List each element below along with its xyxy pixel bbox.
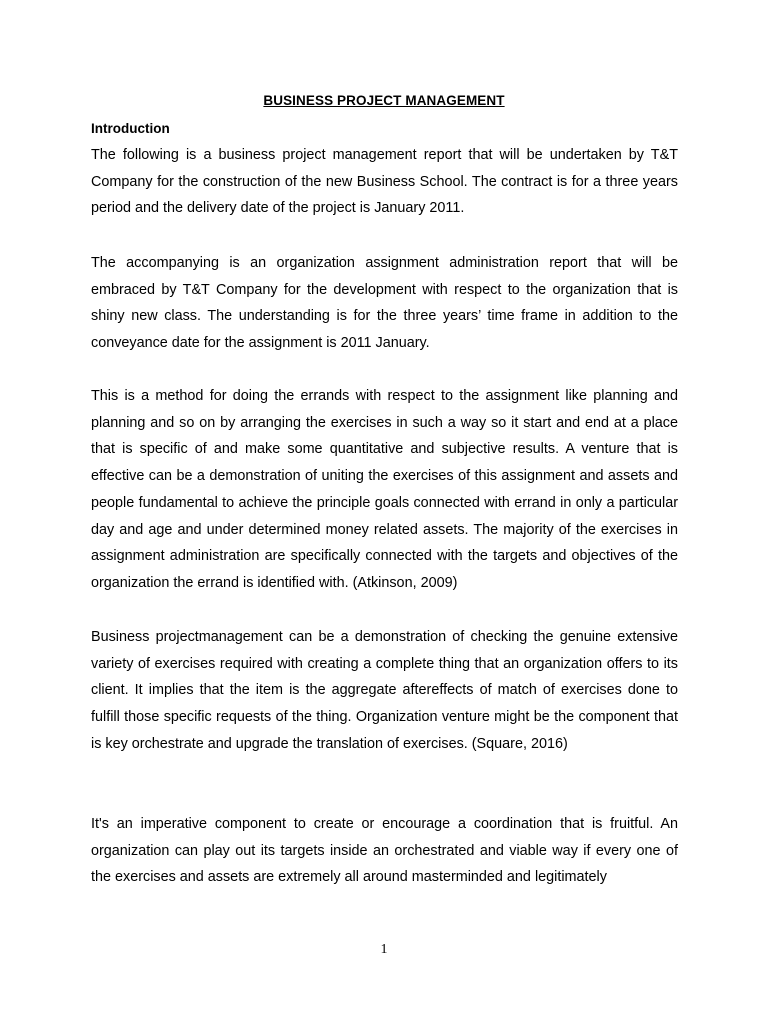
page-number: 1 [380,942,388,957]
section-heading-introduction: Introduction [91,121,170,136]
paragraph: The following is a business project management report that will be undertaken by T&T Company for the construction of the new Business School. The contract is for a three years period and the delivery date of the project is January 2011. [91,147,678,217]
document-title: BUSINESS PROJECT MANAGEMENT [263,93,505,108]
paragraph: Business projectmanagement can be a demonstration of checking the genuine extensive variety of exercises required with creating a complete thing that an organization offers to its client. It implies that the item is the aggregate aftereffects of match of exercises done to fulfill those specific requests of the thing. Organization venture might be the component that is key orchestrate and upgrade the translation of exercises. (Square, 2016) [91,629,678,752]
paragraph: The accompanying is an organization assignment administration report that will be embraced by T&T Company for the development with respect to the organization that is shiny new class. The understanding is for the three years’ time frame in addition to the conveyance date for the assignment is 2011 January. [91,255,678,352]
paragraph: It's an imperative component to create or encourage a coordination that is fruitful. An organization can play out its targets inside an orchestrated and viable way if every one of the exercises and assets are extremely all around masterminded and legitimately [91,816,678,886]
paragraph: This is a method for doing the errands with respect to the assignment like planning and planning and so on by arranging the exercises in such a way so it start and end at a place that is specific of and make some quantitative and subjective results. A venture that is effective can be a demonstration of uniting the exercises of this assignment and assets and people fundamental to achieve the principle goals connected with errand in only a particular day and age and under determined money related assets. The majority of the exercises in assignment administration are specifically connected with the targets and objectives of the organization the errand is identified with. (Atkinson, 2009) [91,388,678,591]
